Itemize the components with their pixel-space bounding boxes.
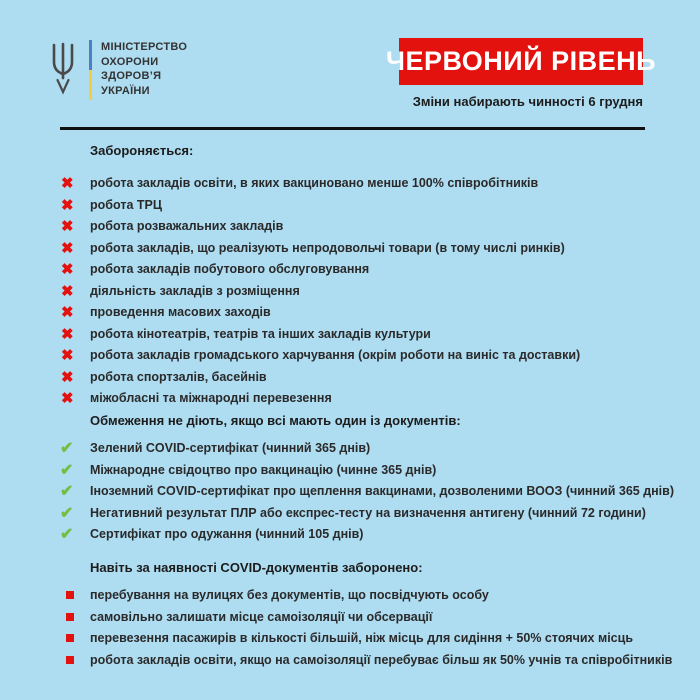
list-item-text: Іноземний COVID-сертифікат про щеплення вакцинами, дозволеними ВООЗ (чинний 365 днів) [90, 484, 674, 498]
list-item [60, 610, 660, 632]
red-square-bullet-icon [66, 591, 74, 599]
list-item-text: робота кінотеатрів, театрів та інших закладів культури [90, 326, 431, 341]
list-item-text: Негативний результат ПЛР або експрес-тесту на визначення антигену (чинний 72 години) [90, 505, 646, 520]
check-icon: ✔ [60, 483, 74, 500]
list-item-text: робота ТРЦ [90, 197, 162, 212]
list-item-text: Міжнародне свідоцтво про вакцинацію (чинне 365 днів) [90, 462, 437, 477]
list-item [60, 463, 660, 485]
list-item-text: перевезення пасажирів в кількості більшій, ніж місць для сидіння + 50% стоячих місць [90, 631, 633, 645]
exceptions-list [60, 440, 674, 549]
tryzub-emblem-icon [50, 42, 76, 98]
list-item-text: робота закладів громадського харчування (окрім роботи на виніс та доставки) [90, 348, 581, 362]
check-icon: ✔ [60, 461, 74, 479]
list-item [60, 391, 660, 413]
ministry-name [101, 40, 187, 98]
list-item [60, 652, 673, 675]
check-icon: ✔ [60, 440, 74, 457]
strict-bans-list [60, 588, 673, 674]
list-item [60, 219, 660, 241]
list-item [60, 588, 660, 610]
red-square-bullet-icon [66, 634, 74, 642]
ministry-name-line: ОХОРОНИ [101, 55, 159, 68]
ministry-logo [50, 40, 187, 100]
list-item-text: робота закладів освіти, якщо на самоізоляції перебуває більш як 50% учнів та співробітників [90, 652, 673, 667]
ministry-name-line: УКРАЇНИ [101, 84, 150, 97]
list-item [60, 441, 660, 463]
list-item-text: проведення масових заходів [90, 305, 271, 319]
ministry-name-line: ЗДОРОВ’Я [101, 70, 162, 82]
cross-icon: ✖ [61, 304, 74, 321]
list-item [60, 370, 660, 392]
list-item-text: робота спортзалів, басейнів [90, 369, 267, 384]
flag-blue-segment [89, 40, 92, 70]
cross-icon: ✖ [61, 368, 74, 386]
list-item [60, 483, 674, 506]
list-item [60, 305, 660, 327]
list-item-text: робота розважальних закладів [90, 219, 284, 233]
effective-date-note: Зміни набирають чинності 6 грудня [412, 94, 643, 109]
strict-bans-section-header: Навіть за наявності COVID-документів заборонено: [90, 560, 423, 575]
cross-icon: ✖ [61, 261, 74, 278]
list-item-text: перебування на вулицях без документів, що посвідчують особу [90, 588, 489, 602]
list-item [60, 327, 660, 349]
ministry-name-line: МІНІСТЕРСТВО [101, 41, 188, 53]
list-item-text: міжобласні та міжнародні перевезення [90, 391, 332, 405]
list-item [60, 348, 660, 370]
list-item [60, 284, 660, 306]
red-square-bullet-icon [66, 613, 74, 621]
flag-divider [89, 40, 92, 100]
cross-icon: ✖ [61, 325, 74, 343]
list-item-text: робота закладів, що реалізують непродовольчі товари (в тому числі ринків) [90, 240, 565, 255]
check-icon: ✔ [60, 504, 74, 522]
list-item-text: Зелений COVID-сертифікат (чинний 365 днів) [90, 441, 371, 455]
list-item [60, 176, 660, 198]
list-item [60, 527, 660, 549]
list-item [60, 198, 660, 220]
cross-icon: ✖ [61, 282, 74, 300]
red-square-bullet-icon [66, 656, 74, 664]
list-item-text: робота закладів освіти, в яких вакциновано менше 100% співробітників [90, 176, 539, 190]
list-item [60, 631, 660, 653]
check-icon: ✔ [60, 526, 74, 543]
flag-yellow-segment [89, 70, 92, 100]
cross-icon: ✖ [61, 218, 74, 235]
list-item-text: діяльність закладів з розміщення [90, 283, 300, 298]
horizontal-divider [60, 127, 645, 130]
cross-icon: ✖ [61, 390, 74, 407]
list-item [60, 262, 660, 284]
list-item [60, 506, 660, 528]
cross-icon: ✖ [61, 239, 74, 257]
alert-level-banner: ЧЕРВОНИЙ РІВЕНЬ [399, 38, 643, 85]
prohibited-list [60, 176, 660, 413]
exceptions-section-header: Обмеження не діють, якщо всі мають один із документів: [90, 413, 461, 428]
list-item-text: Сертифікат про одужання (чинний 105 днів) [90, 527, 364, 541]
cross-icon: ✖ [61, 347, 74, 364]
list-item-text: самовільно залишати місце самоізоляції чи обсервації [90, 609, 433, 624]
prohibited-section-header: Забороняється: [90, 143, 194, 158]
cross-icon: ✖ [61, 196, 74, 214]
cross-icon: ✖ [61, 175, 74, 192]
list-item [60, 241, 660, 263]
list-item-text: робота закладів побутового обслуговування [90, 262, 370, 276]
